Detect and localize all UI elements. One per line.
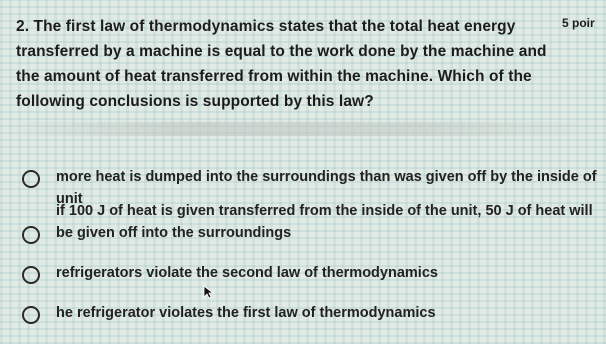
- answer-option-label: refrigerators violate the second law of thermodynamics: [56, 265, 438, 281]
- answer-option-4[interactable]: [22, 302, 436, 324]
- answer-option-2[interactable]: [22, 200, 601, 244]
- radio-button[interactable]: [22, 306, 40, 324]
- radio-button[interactable]: [22, 170, 40, 188]
- scan-smudge: [0, 122, 606, 136]
- mouse-pointer-icon: [203, 285, 215, 299]
- answer-option-3[interactable]: [22, 262, 438, 284]
- answer-option-label: more heat is dumped into the surroundings than was given off by the inside of unit: [56, 169, 597, 207]
- points-label: 5 poir: [562, 16, 595, 30]
- radio-button[interactable]: [22, 226, 40, 244]
- answer-option-label: if 100 J of heat is given transferred from the inside of the unit, 50 J of heat will be given off into the surroundings: [56, 203, 593, 241]
- answer-option-label: he refrigerator violates the first law of thermodynamics: [56, 305, 436, 321]
- radio-button[interactable]: [22, 266, 40, 284]
- question-text: 2. The first law of thermodynamics states that the total heat energy transferred by a machine is equal to the work done by the machine and the amount of heat transferred from within the machine. Which of the following conclusions is supported by this law?: [16, 18, 547, 110]
